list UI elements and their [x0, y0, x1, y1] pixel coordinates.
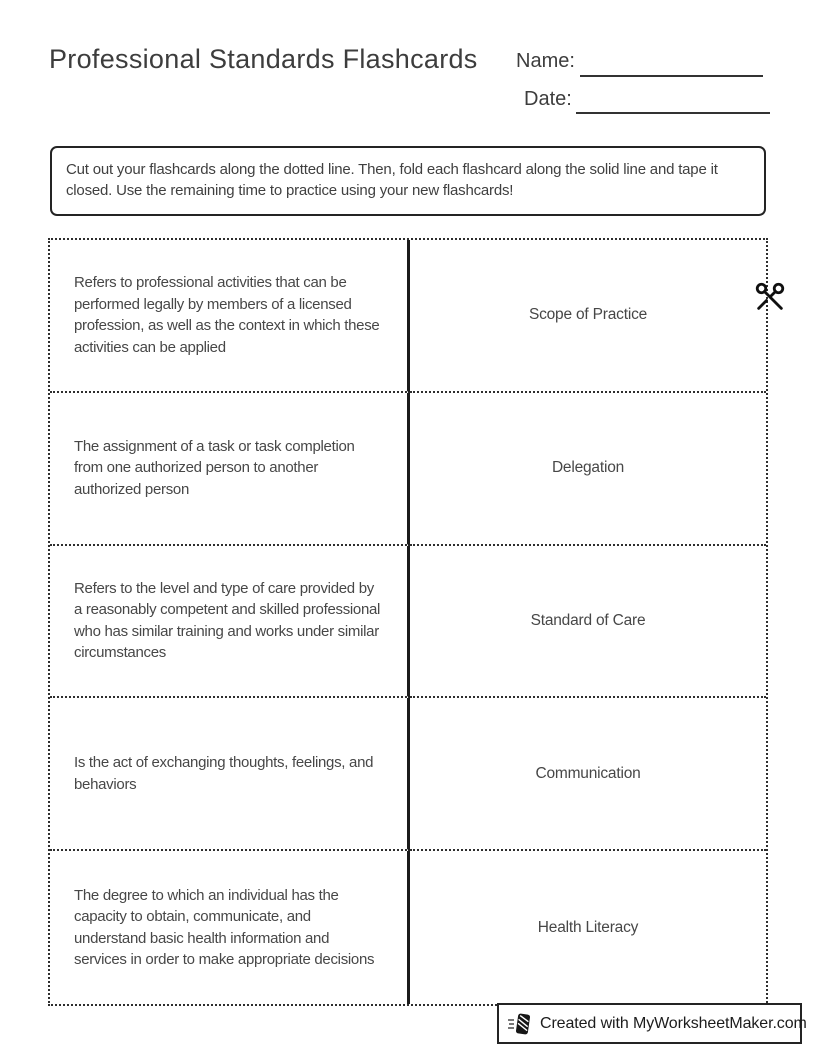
- flashcard-definition: [50, 851, 410, 1004]
- instructions-box: [50, 146, 766, 216]
- flashcard-definition: [50, 698, 410, 851]
- footer-credit-text: Created with MyWorksheetMaker.com: [540, 1014, 807, 1032]
- definition-text: Refers to the level and type of care provided by a reasonably competent and skilled professional who has similar training and works under similar circumstances: [74, 579, 381, 662]
- term-text: Health Literacy: [537, 918, 639, 936]
- name-blank-line: [580, 60, 763, 77]
- definition-text: The assignment of a task or task completion from one authorized person to another authorized person: [74, 437, 355, 498]
- term-text: Standard of Care: [530, 611, 646, 629]
- flashcard-term: [410, 546, 766, 699]
- flashcard-definition: [50, 240, 410, 393]
- definition-text: Refers to professional activities that can be performed legally by members of a licensed profession, as well as the context in which these activities can be applied: [74, 274, 380, 356]
- myworksheetmaker-logo-icon: [507, 1011, 533, 1037]
- name-label: Name:: [516, 50, 575, 72]
- flashcard-definition: [50, 393, 410, 546]
- date-blank-line: [576, 97, 770, 114]
- flashcard-table: [48, 238, 768, 1006]
- term-text: Scope of Practice: [528, 306, 648, 324]
- flashcard-term: [410, 240, 766, 393]
- definition-text: The degree to which an individual has the capacity to obtain, communicate, and understand basic health information and services in order to make appropriate decisions: [74, 886, 375, 969]
- page-title: Professional Standards Flashcards: [49, 44, 478, 74]
- flashcard-definition: [50, 546, 410, 699]
- date-label: Date:: [524, 88, 572, 110]
- flashcard-term: [410, 851, 766, 1004]
- definition-text: Is the act of exchanging thoughts, feelings, and behaviors: [74, 754, 374, 793]
- footer-credit-box: [497, 1003, 807, 1044]
- flashcard-term: [410, 393, 766, 546]
- scissors-icon: [753, 280, 787, 314]
- term-text: Delegation: [551, 459, 625, 477]
- flashcard-term: [410, 698, 766, 851]
- term-text: Communication: [535, 764, 641, 782]
- instructions-text: Cut out your flashcards along the dotted line. Then, fold each flashcard along the solid line and tape it closed. Use the remaining time to practice using your new flashcards!: [66, 161, 718, 199]
